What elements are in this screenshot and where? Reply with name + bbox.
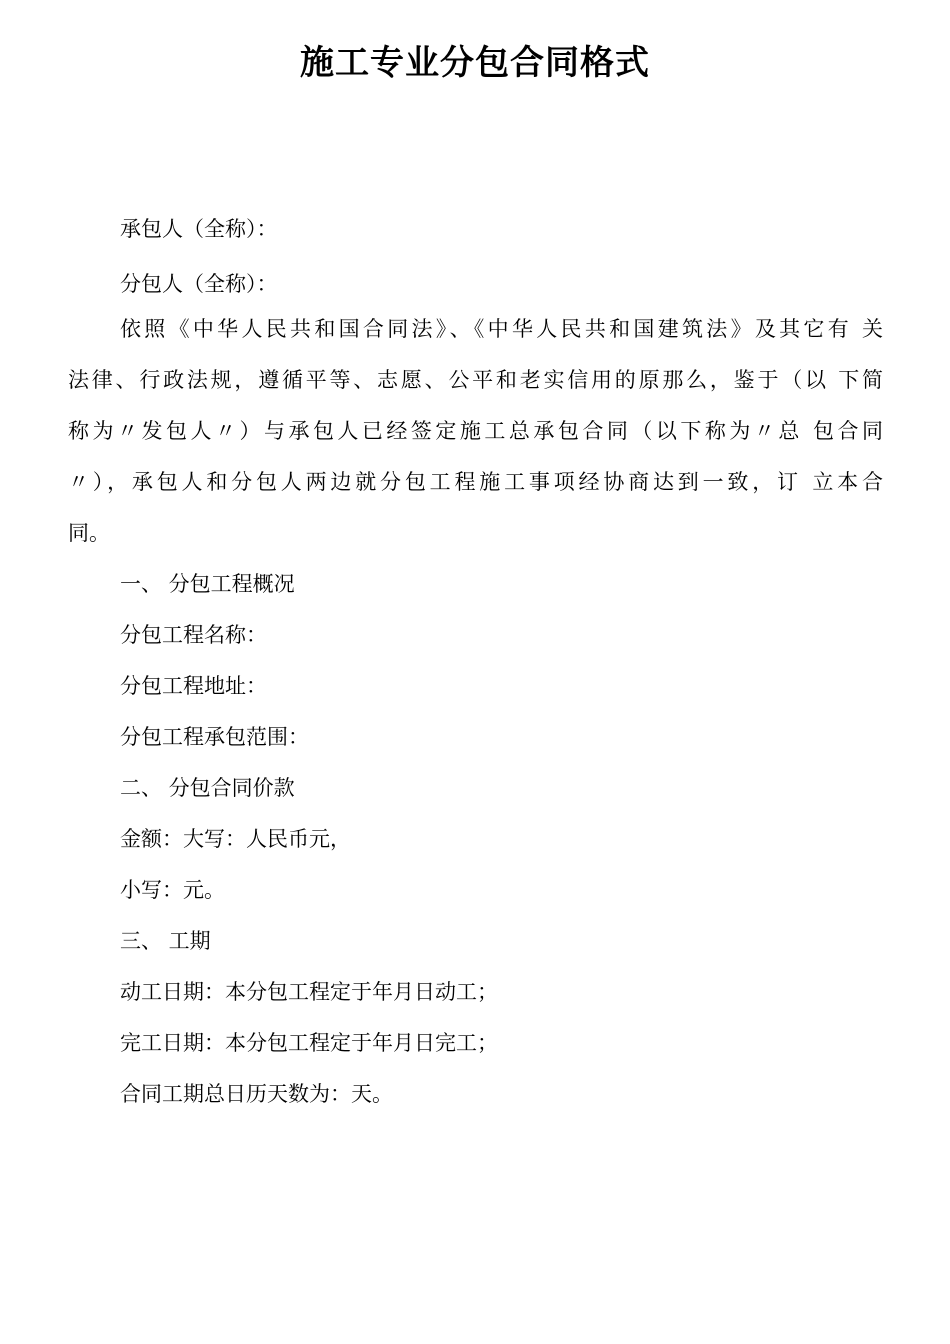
document-body	[68, 204, 883, 1120]
total-days-field: 合同工期总日历天数为：天。	[120, 1082, 393, 1106]
intro-line: 〃），承包人和分包人两边就分包工程施工事项经协商达到一致，订 立本合	[68, 470, 883, 494]
amount-upper-field: 金额：大写：人民币元，	[120, 827, 351, 851]
intro-paragraph	[68, 304, 883, 559]
start-date-field: 动工日期：本分包工程定于年月日动工；	[120, 980, 498, 1004]
intro-line: 法律、行政法规，遵循平等、志愿、公平和老实信用的原那么，鉴于（以 下简	[68, 368, 883, 392]
subcontractor-label: 分包人（全称）：	[120, 272, 278, 296]
intro-line: 称为〃发包人〃）与承包人已经签定施工总承包合同（以下称为〃总 包合同	[68, 419, 883, 443]
contractor-label: 承包人（全称）：	[120, 217, 278, 241]
project-name-field: 分包工程名称：	[120, 623, 267, 647]
amount-lower-field: 小写：元。	[120, 878, 225, 902]
project-scope-field: 分包工程承包范围：	[120, 725, 309, 749]
section2-heading: 二、 分包合同价款	[120, 776, 295, 800]
document-title: 施工专业分包合同格式	[300, 43, 650, 83]
intro-line: 依照《中华人民共和国合同法》、《中华人民共和国建筑法》及其它有 关	[120, 317, 883, 341]
intro-line: 同。	[68, 521, 110, 545]
section3-heading: 三、 工期	[120, 929, 211, 953]
end-date-field: 完工日期：本分包工程定于年月日完工；	[120, 1031, 498, 1055]
section1-heading: 一、 分包工程概况	[120, 572, 295, 596]
project-address-field: 分包工程地址：	[120, 674, 267, 698]
